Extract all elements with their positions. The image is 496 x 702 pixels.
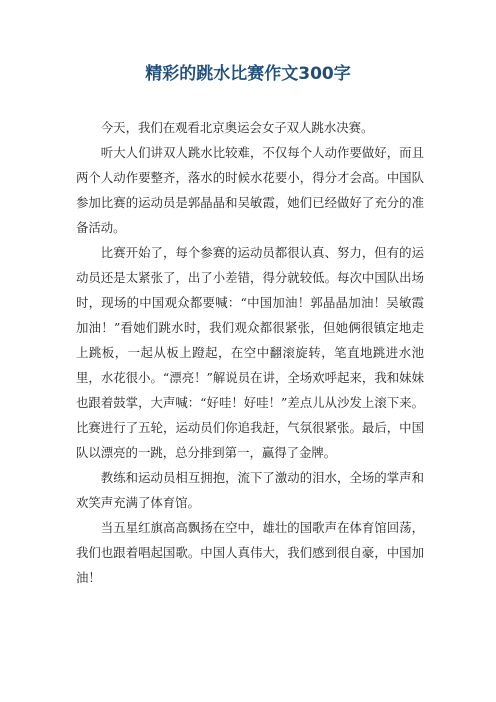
paragraph-5: 当五星红旗高高飘扬在空中，雄壮的国歌声在体育馆回荡，我们也跟着唱起国歌。中国人真伟大，我们感到很自豪，中国加油！ bbox=[76, 520, 424, 585]
page-title: 精彩的跳水比赛作文300字 bbox=[145, 64, 351, 84]
article-body bbox=[76, 115, 424, 590]
paragraph-4: 教练和运动员相互拥抱，流下了激动的泪水，全场的掌声和欢笑声充满了体育馆。 bbox=[76, 470, 424, 510]
paragraph-2: 听大人们讲双人跳水比较难，不仅每个人动作要做好，而且两个人动作要整齐，落水的时候水花要小，得分才会高。中国队参加比赛的运动员是郭晶晶和吴敏霞，她们已经做好了充分的准备活动。 bbox=[76, 145, 424, 235]
paragraph-1: 今天，我们在观看北京奥运会女子双人跳水决赛。 bbox=[100, 120, 374, 135]
paragraph-3: 比赛开始了，每个参赛的运动员都很认真、努力，但有的运动员还是太紧张了，出了小差错，得分就较低。每次中国队出场时，现场的中国观众都要喊：“中国加油！郭晶晶加油！吴敏霞加油！”看她们跳水时，我们观众都很紧张，但她俩很镇定地走上跳板，一起从板上蹬起，在空中翻滚旋转，笔直地跳进水池里，水花很小。“漂亮！”解说员在讲，全场欢呼起来，我和妹妹也跟着鼓掌，大声喊：“好哇！好哇！”差点儿从沙发上滚下来。比赛进行了五轮，运动员们你追我赶，气氛很紧张。最后，中国队以漂亮的一跳，总分排到第一，赢得了金牌。 bbox=[76, 245, 424, 460]
